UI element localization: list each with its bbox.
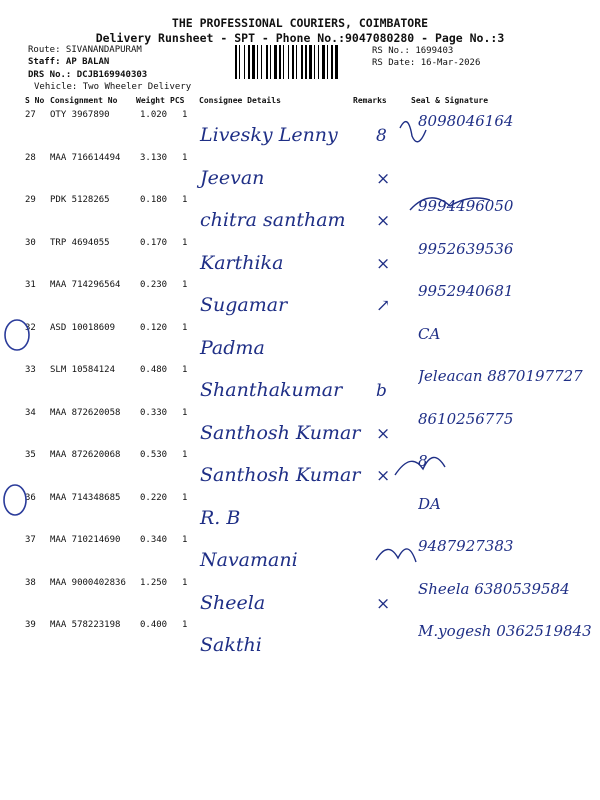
row-pcs: 1 xyxy=(182,620,188,630)
row-signature-handwriting: 8610256775 xyxy=(418,410,514,428)
row-signature-handwriting: 9952639536 xyxy=(418,240,514,258)
row-consignment-no: SLM 10584124 xyxy=(50,365,116,375)
col-weight: Weight xyxy=(136,96,165,105)
row-consignment-no: OTY 3967890 xyxy=(50,110,110,120)
signature-scribble-37 xyxy=(376,549,416,562)
row-consignee-handwriting: Navamani xyxy=(200,549,298,571)
signature-scribble-29 xyxy=(410,198,490,210)
row-consignment-no: PDK 5128265 xyxy=(50,195,110,205)
staff-text: Staff: AP BALAN xyxy=(28,57,110,67)
signature-scribble-34 xyxy=(395,457,445,475)
row-consignee-handwriting: Livesky Lenny xyxy=(200,124,338,146)
row-consignee-handwriting: Shanthakumar xyxy=(200,379,343,401)
row-pcs: 1 xyxy=(182,535,188,545)
row-sno: 34 xyxy=(25,408,36,418)
row-sno: 38 xyxy=(25,578,36,588)
row-consignee-handwriting: Santhosh Kumar xyxy=(200,464,361,486)
row-consignee-handwriting: Karthika xyxy=(200,252,284,274)
row-signature-handwriting: 9952940681 xyxy=(418,282,514,300)
row-signature-handwriting: 9487927383 xyxy=(418,537,514,555)
row-signature-handwriting: 9994496050 xyxy=(418,197,514,215)
row-consignment-no: MAA 872620058 xyxy=(50,408,121,418)
rs-date: RS Date: 16-Mar-2026 xyxy=(372,58,481,68)
circle-mark-36 xyxy=(4,485,26,515)
company-title: THE PROFESSIONAL COURIERS, COIMBATORE xyxy=(171,16,429,30)
vehicle-text: Vehicle: Two Wheeler Delivery xyxy=(34,82,192,92)
route-text: Route: SIVANANDAPURAM xyxy=(28,45,142,55)
runsheet-subtitle: Delivery Runsheet - SPT - Phone No.:9047080280 - Page No.:3 xyxy=(95,31,505,45)
row-pcs: 1 xyxy=(182,195,188,205)
row-remark-handwriting: × xyxy=(376,424,391,444)
row-consignment-no: ASD 10018609 xyxy=(50,323,116,333)
row-pcs: 1 xyxy=(182,450,188,460)
row-pcs: 1 xyxy=(182,110,188,120)
row-weight: 0.170 xyxy=(140,238,168,248)
row-remark-handwriting: 8 xyxy=(376,126,387,146)
row-consignee-handwriting: Sugamar xyxy=(200,294,288,316)
row-pcs: 1 xyxy=(182,365,188,375)
row-sno: 32 xyxy=(25,323,36,333)
row-consignment-no: MAA 714296564 xyxy=(50,280,121,290)
row-signature-handwriting: 8098046164 xyxy=(418,112,514,130)
row-pcs: 1 xyxy=(182,493,188,503)
row-consignment-no: MAA 872620068 xyxy=(50,450,121,460)
row-weight: 0.230 xyxy=(140,280,168,290)
col-sno: S No xyxy=(25,96,45,105)
row-sno: 33 xyxy=(25,365,36,375)
row-weight: 0.180 xyxy=(140,195,168,205)
row-consignee-handwriting: R. B xyxy=(200,507,241,529)
row-sno: 30 xyxy=(25,238,36,248)
col-consignee: Consignee Details xyxy=(199,96,281,105)
row-signature-handwriting: 8 xyxy=(418,452,428,470)
row-consignment-no: MAA 578223198 xyxy=(50,620,121,630)
circle-mark-32 xyxy=(5,320,29,350)
row-consignment-no: MAA 9000402836 xyxy=(50,578,126,588)
row-remark-handwriting: × xyxy=(376,594,391,614)
row-sno: 37 xyxy=(25,535,36,545)
rs-number: RS No.: 1699403 xyxy=(372,46,454,56)
row-consignment-no: MAA 714348685 xyxy=(50,493,121,503)
row-pcs: 1 xyxy=(182,578,188,588)
row-consignee-handwriting: Sheela xyxy=(200,592,266,614)
row-consignee-handwriting: Padma xyxy=(200,337,265,359)
row-consignee-handwriting: chitra santham xyxy=(200,209,346,231)
row-consignment-no: MAA 710214690 xyxy=(50,535,121,545)
row-consignee-handwriting: Jeevan xyxy=(200,167,265,189)
row-sno: 29 xyxy=(25,195,36,205)
row-weight: 1.020 xyxy=(140,110,168,120)
row-consignee-handwriting: Santhosh Kumar xyxy=(200,422,361,444)
row-remark-handwriting: × xyxy=(376,211,391,231)
row-sno: 36 xyxy=(25,493,36,503)
row-signature-handwriting: Sheela 6380539584 xyxy=(418,580,570,598)
row-sno: 35 xyxy=(25,450,36,460)
row-sno: 31 xyxy=(25,280,36,290)
row-weight: 0.340 xyxy=(140,535,168,545)
row-pcs: 1 xyxy=(182,238,188,248)
row-remark-handwriting: × xyxy=(376,466,391,486)
row-weight: 0.530 xyxy=(140,450,168,460)
row-sno: 27 xyxy=(25,110,36,120)
col-pcs: PCS xyxy=(170,96,185,105)
row-signature-handwriting: Jeleacan 8870197727 xyxy=(418,367,583,385)
row-weight: 1.250 xyxy=(140,578,168,588)
row-signature-handwriting: DA xyxy=(418,495,441,513)
row-pcs: 1 xyxy=(182,408,188,418)
row-sno: 39 xyxy=(25,620,36,630)
col-consignment: Consignment No xyxy=(50,96,118,105)
row-consignment-no: TRP 4694055 xyxy=(50,238,110,248)
row-consignment-no: MAA 716614494 xyxy=(50,153,121,163)
row-weight: 3.130 xyxy=(140,153,168,163)
row-weight: 0.480 xyxy=(140,365,168,375)
drs-number: DRS No.: DCJB169940303 xyxy=(28,70,148,80)
signature-scribble-27 xyxy=(400,122,426,142)
row-weight: 0.220 xyxy=(140,493,168,503)
col-seal-signature: Seal & Signature xyxy=(411,96,489,105)
row-pcs: 1 xyxy=(182,153,188,163)
row-remark-handwriting: × xyxy=(376,254,391,274)
row-weight: 0.400 xyxy=(140,620,168,630)
row-weight: 0.120 xyxy=(140,323,168,333)
row-pcs: 1 xyxy=(182,280,188,290)
row-sno: 28 xyxy=(25,153,36,163)
row-signature-handwriting: CA xyxy=(418,325,441,343)
row-remark-handwriting: b xyxy=(376,381,387,401)
row-pcs: 1 xyxy=(182,323,188,333)
col-remarks: Remarks xyxy=(353,96,387,105)
row-consignee-handwriting: Sakthi xyxy=(200,634,262,656)
row-remark-handwriting: ↗ xyxy=(376,296,391,316)
row-signature-handwriting: M.yogesh 0362519843 xyxy=(418,622,592,640)
row-remark-handwriting: × xyxy=(376,169,391,189)
row-weight: 0.330 xyxy=(140,408,168,418)
